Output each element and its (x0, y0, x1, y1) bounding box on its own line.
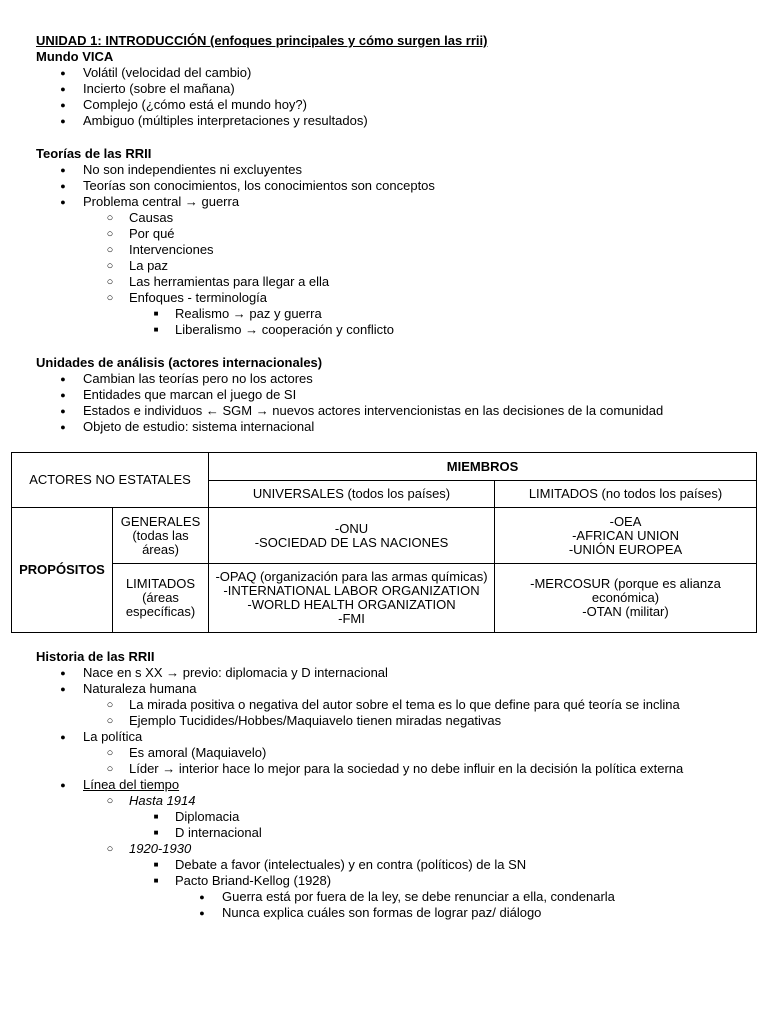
table-header-limitados: LIMITADOS (no todos los países) (495, 481, 757, 508)
bullet-circle-icon (103, 226, 117, 243)
bullet-disc-icon (56, 113, 70, 130)
table-header-universales: UNIVERSALES (todos los países) (209, 481, 495, 508)
bullet-disc-icon (195, 905, 209, 922)
bullet-disc-icon (56, 371, 70, 388)
bullet-circle-icon (103, 290, 117, 307)
actors-table (11, 452, 757, 633)
table-row-header-propositos: PROPÓSITOS (12, 508, 113, 633)
bullet-disc-icon (56, 777, 70, 794)
bullet-circle-icon (103, 274, 117, 291)
bullet-circle-icon (103, 697, 117, 714)
bullet-circle-icon (103, 210, 117, 227)
document-heading: UNIDAD 1: INTRODUCCIÓN (enfoques principales y cómo surgen las rrii) (36, 33, 488, 48)
section-title-vica: Mundo VICA (36, 49, 114, 64)
table-cell: -OPAQ (organización para las armas químicas) -INTERNATIONAL LABOR ORGANIZATION -WORLD HEALTH ORGANIZATION -FMI (209, 564, 495, 633)
table-header-miembros: MIEMBROS (209, 453, 757, 481)
bullet-disc-icon (56, 178, 70, 195)
bullet-circle-icon (103, 793, 117, 810)
table-corner-header: ACTORES NO ESTATALES (12, 453, 209, 508)
bullet-disc-icon (56, 387, 70, 404)
table-cell: -ONU -SOCIEDAD DE LAS NACIONES (209, 508, 495, 564)
bullet-disc-icon (56, 729, 70, 746)
table-row-header-generales: GENERALES (todas las áreas) (113, 508, 209, 564)
bullet-disc-icon (56, 194, 70, 211)
bullet-square-icon (149, 322, 163, 340)
bullet-disc-icon (56, 681, 70, 698)
bullet-circle-icon (103, 713, 117, 730)
section-title-historia: Historia de las RRII (36, 649, 155, 664)
bullet-disc-icon (56, 403, 70, 420)
document-page: UNIDAD 1: INTRODUCCIÓN (enfoques principales y cómo surgen las rrii) Mundo VICA ● Volátil (velocidad del cambio) ● Incierto (sobre el mañana) ● Complejo (¿cómo está el mundo hoy?) ● Ambiguo (múltiples interpretaciones y resultados) Teorías de las RRII ● No son independientes ni excluyentes ● Teorías son conocimientos, los conocimientos son conceptos ● Problema central → guerra ○ Causas ○ Por qué ○ Intervenciones ○ La paz ○ Las herramientas para llegar a ella ○ Enfoques - terminología ■ Realismo → paz y guerra ■ Liberalismo → cooperación y conflicto Unidades de análisis (actores internacionales) ● Cambian las teorías pero no los actores ● Entidades que marcan el juego de SI ● Estados e individuos ← SGM → nuevos actores intervencionistas en las decisiones de la comunidad ● Objeto de estudio: sistema internacional ACTORES NO ESTATALES MIEMBROS UNIVERSALES (todos los países) LIMITADOS (no todos los países) PROPÓSITOS GENERALES (todas las áreas) -ONU -SOCIEDAD DE LAS NACIONES -OEA -AFRICAN UNION -UNIÓN EUROPEA LIMITADOS (áreas específicas) -OPAQ (organización para las armas químicas) -INTERNATIONAL LABOR ORGANIZATION -WORLD HEALTH ORGANIZATION -FMI -MERCOSUR (porque es alianza económica) -OTAN (militar) Historia de las RRII ● Nace en s XX → previo: diplomacia y D internacional ● Naturaleza humana ○ La mirada positiva o negativa del autor sobre el tema es lo que define para qué teoría se inclina ○ Ejemplo Tucidides/Hobbes/Maquiavelo tienen miradas negativas ● La política ○ Es amoral (Maquiavelo) ○ Líder → interior hace lo mejor para la sociedad y no debe influir en la decisión la política externa ● Línea del tiempo ○ Hasta 1914 ■ Diplomacia ■ D internacional ○ 1920-1930 ■ Debate a favor (intelectuales) y en contra (políticos) de la SN ■ Pacto Briand-Kellog (1928) ● Guerra está por fuera de la ley, se debe renunciar a ella, condenarla ● Nunca explica cuáles son formas de lograr paz/ diálogo (0, 0, 768, 1024)
bullet-square-icon (149, 873, 163, 891)
table-cell: -OEA -AFRICAN UNION -UNIÓN EUROPEA (495, 508, 757, 564)
bullet-disc-icon (56, 419, 70, 436)
section-title-teorias: Teorías de las RRII (36, 146, 152, 161)
bullet-disc-icon (195, 889, 209, 906)
bullet-disc-icon (56, 97, 70, 114)
table-row-header-limitados: LIMITADOS (áreas específicas) (113, 564, 209, 633)
bullet-disc-icon (56, 162, 70, 179)
bullet-disc-icon (56, 81, 70, 98)
bullet-disc-icon (56, 665, 70, 682)
bullet-disc-icon (56, 65, 70, 82)
bullet-circle-icon (103, 745, 117, 762)
table-cell: -MERCOSUR (porque es alianza económica) -OTAN (militar) (495, 564, 757, 633)
bullet-circle-icon (103, 761, 117, 778)
bullet-circle-icon (103, 258, 117, 275)
bullet-circle-icon (103, 242, 117, 259)
section-title-unidades: Unidades de análisis (actores internacionales) (36, 355, 323, 370)
bullet-circle-icon (103, 841, 117, 858)
